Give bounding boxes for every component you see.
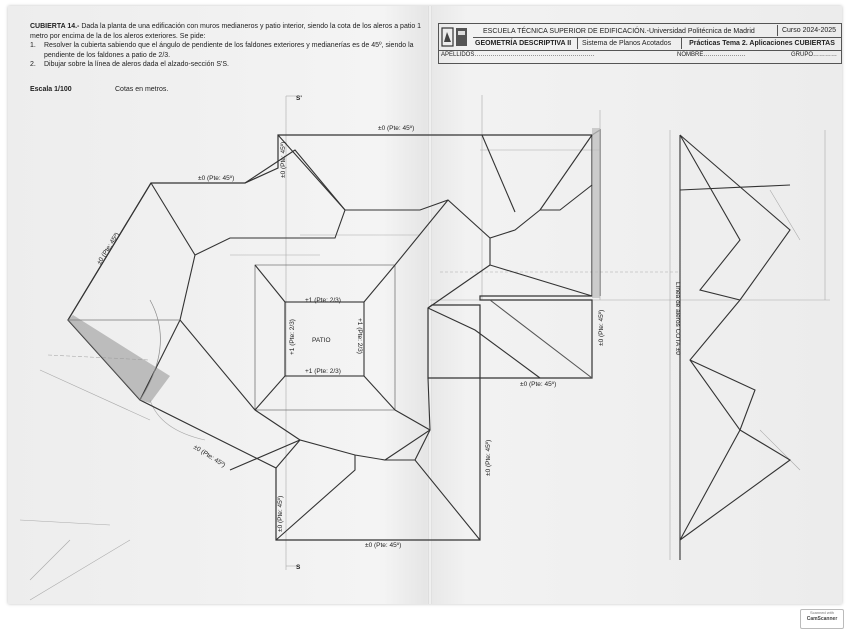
patio-eave-label: +1 (Pte: 2/3) <box>289 319 296 355</box>
eave-label: ±0 (Pte: 45º) <box>280 141 287 178</box>
nombre-label: NOMBRE………………… <box>677 52 746 58</box>
subject-name: GEOMETRÍA DESCRIPTIVA II <box>475 40 572 47</box>
eave-label: ±0 (Pte: 45º) <box>485 439 492 476</box>
eave-label: ±0 (Pte: 45º) <box>598 309 605 346</box>
statement-item: 2. Dibujar sobre la línea de aleros dada el alzado-sección S'S. <box>30 61 230 68</box>
statement-title: CUBIERTA 14.- <box>30 23 80 30</box>
grupo-label: GRUPO………… <box>791 52 838 58</box>
scale-label: Escala 1/100 <box>30 86 72 93</box>
statement-intro-text: Dada la planta de una edificación con muros medianeros y patio interior, siendo la cota de los aleros a patio 1 metro por encima de la de los aleros exteriores. Se pide: <box>30 23 422 40</box>
eave-label: ±0 (Pte: 45º) <box>198 175 235 182</box>
statement-item: 1. Resolver la cubierta sabiendo que el ángulo de pendiente de los faldones exteriores y medianerías es de 45º, siendo la pendiente de los faldones a patio de 2/3. <box>30 42 414 59</box>
units-label: Cotas en metros. <box>115 86 169 93</box>
school-name: ESCUELA TÉCNICA SUPERIOR DE EDIFICACIÓN.-Universidad Politécnica de Madrid <box>483 28 755 35</box>
patio-eave-label: +1 (Pte: 2/3) <box>356 318 363 354</box>
system-name: Sistema de Planos Acotados <box>577 38 682 49</box>
eaves-line-label: Línea de aleros COTA ±0 <box>674 282 681 355</box>
eave-label: ±0 (Pte: 45º) <box>378 125 415 132</box>
eave-label: ±0 (Pte: 45º) <box>191 443 227 469</box>
roof-plan-outline <box>68 130 600 540</box>
patio-eave-label: +1 (Pte: 2/3) <box>305 368 341 375</box>
apellidos-label: APELLIDOS…………………………………………………… <box>441 52 595 58</box>
section-label-bottom: S <box>296 564 301 571</box>
construction-lines <box>20 95 830 600</box>
section-elevation <box>680 135 790 560</box>
section-label-top: S' <box>296 95 302 102</box>
practice-name: Prácticas Tema 2. Aplicaciones CUBIERTAS <box>681 38 842 49</box>
eave-label: ±0 (Pte: 45º) <box>365 542 402 549</box>
patio-eave-label: +1 (Pte: 2/3) <box>305 297 341 304</box>
course-year: Curso 2024-2025 <box>777 25 840 36</box>
eave-label: ±0 (Pte: 45º) <box>277 495 284 532</box>
patio-label: PATIO <box>312 337 331 344</box>
eave-label: ±0 (Pte: 45º) <box>95 231 121 267</box>
camscanner-badge: Scanned with CamScanner <box>800 609 844 629</box>
party-wall-band <box>592 128 600 298</box>
eave-label: ±0 (Pte: 45º) <box>520 381 557 388</box>
